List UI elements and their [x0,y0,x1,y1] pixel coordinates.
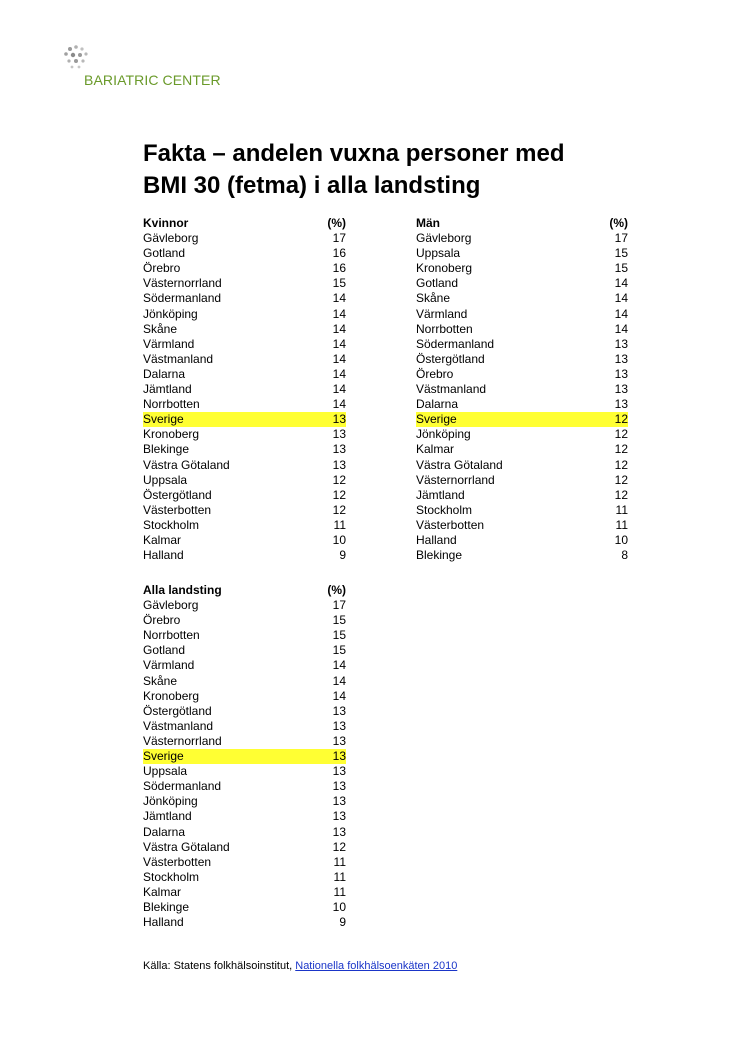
region-name: Skåne [143,673,178,688]
region-value: 13 [332,412,346,427]
logo-text: BARIATRIC CENTER [84,72,221,88]
table-row [416,322,628,337]
region-name: Halland [143,548,184,563]
table-row [416,337,628,352]
table-row [143,734,346,749]
table-row [416,427,628,442]
region-value: 9 [339,915,346,930]
region-name: Sverige [416,412,457,427]
region-name: Kalmar [143,884,182,899]
region-value: 14 [332,658,346,673]
region-value: 17 [614,231,628,246]
region-value: 15 [332,643,346,658]
table-row [143,900,346,915]
table-row [143,779,346,794]
table-row [416,382,628,397]
table-row [416,473,628,488]
region-name: Sverige [143,749,184,764]
region-value: 12 [332,502,346,517]
region-value: 10 [332,899,346,914]
region-value: 13 [332,794,346,809]
region-value: 12 [332,487,346,502]
region-value: 12 [614,442,628,457]
region-name: Uppsala [416,246,461,261]
region-name: Örebro [416,366,454,381]
region-value: 13 [614,366,628,381]
table-row [416,503,628,518]
region-value: 14 [614,306,628,321]
region-name: Örebro [143,613,181,628]
table-row [143,307,346,322]
region-value: 13 [614,336,628,351]
region-value: 13 [614,351,628,366]
region-name: Norrbotten [143,397,200,412]
table-row [143,840,346,855]
source-link[interactable]: Nationella folkhälsoenkäten 2010 [295,960,458,972]
table-row [143,719,346,734]
region-name: Jämtland [143,809,192,824]
region-value: 17 [332,231,346,246]
region-value: 11 [333,869,346,884]
region-value: 11 [333,884,346,899]
table-header-label: Kvinnor [143,216,189,230]
table-row [143,261,346,276]
table-row [143,473,346,488]
table-row [416,352,628,367]
table-row [143,533,346,548]
region-value: 14 [332,688,346,703]
region-value: 14 [614,276,628,291]
region-value: 14 [332,382,346,397]
table-row [143,794,346,809]
region-name: Västernorrland [143,733,222,748]
table-row [143,276,346,291]
region-value: 11 [615,502,628,517]
region-value: 15 [614,246,628,261]
table-row [143,689,346,704]
region-value: 13 [332,809,346,824]
region-name: Östergötland [143,703,212,718]
table-row [143,458,346,473]
table-header [416,216,628,231]
table-header-label: Alla landsting [143,583,222,597]
region-name: Södermanland [416,336,495,351]
region-name: Västerbotten [143,502,212,517]
region-name: Jönköping [143,306,198,321]
region-value: 14 [332,351,346,366]
region-value: 14 [332,321,346,336]
region-name: Jämtland [143,382,192,397]
region-value: 14 [614,321,628,336]
region-name: Värmland [143,658,195,673]
region-name: Östergötland [416,351,485,366]
region-value: 13 [332,764,346,779]
region-name: Stockholm [143,517,200,532]
table-row [143,231,346,246]
table-row [143,367,346,382]
table-row [416,533,628,548]
region-name: Uppsala [143,472,188,487]
region-name: Södermanland [143,779,222,794]
page-title [143,138,643,202]
region-name: Västmanland [416,382,487,397]
region-value: 14 [332,673,346,688]
region-name: Västernorrland [143,276,222,291]
table-row [416,458,628,473]
region-name: Stockholm [416,502,473,517]
region-value: 13 [332,718,346,733]
region-name: Jämtland [416,487,465,502]
region-name: Östergötland [143,487,212,502]
region-value: 11 [333,854,346,869]
region-value: 13 [332,779,346,794]
region-value: 16 [332,246,346,261]
region-name: Västerbotten [143,854,212,869]
region-value: 14 [332,306,346,321]
region-name: Uppsala [143,764,188,779]
table-row [143,613,346,628]
region-name: Dalarna [143,366,186,381]
region-name: Örebro [143,261,181,276]
table-row [143,427,346,442]
table-row [416,518,628,533]
region-value: 13 [332,733,346,748]
region-value: 10 [332,532,346,547]
region-value: 14 [614,291,628,306]
region-value: 13 [614,397,628,412]
table-row [143,704,346,719]
region-name: Kronoberg [143,688,200,703]
region-name: Västmanland [143,718,214,733]
table-men [416,216,628,563]
table-row [143,915,346,930]
region-name: Skåne [143,321,178,336]
table-women [143,216,346,563]
table-row [143,643,346,658]
region-name: Skåne [416,291,451,306]
table-row [143,518,346,533]
region-name: Dalarna [416,397,459,412]
table-row-highlighted [143,749,346,764]
table-row [143,382,346,397]
region-value: 15 [332,613,346,628]
source-prefix: Källa: Statens folkhälsoinstitut, [143,960,296,972]
region-name: Blekinge [416,548,463,563]
region-name: Gotland [143,643,186,658]
table-row [143,809,346,824]
region-name: Kronoberg [143,427,200,442]
region-name: Kalmar [143,532,182,547]
table-header-unit: (%) [327,216,346,230]
region-value: 12 [614,457,628,472]
table-row [143,503,346,518]
region-name: Kalmar [416,442,455,457]
table-header-unit: (%) [609,216,628,230]
region-name: Halland [416,532,457,547]
region-name: Västra Götaland [416,457,503,472]
table-row [143,397,346,412]
region-name: Norrbotten [416,321,473,336]
region-name: Sverige [143,412,184,427]
region-name: Värmland [416,306,468,321]
region-value: 12 [614,412,628,427]
region-value: 11 [615,517,628,532]
region-value: 13 [332,457,346,472]
table-row [143,855,346,870]
region-name: Södermanland [143,291,222,306]
table-row [416,307,628,322]
table-row [143,488,346,503]
region-value: 15 [332,628,346,643]
table-row [416,367,628,382]
region-value: 14 [332,291,346,306]
table-row [416,246,628,261]
region-name: Värmland [143,336,195,351]
region-value: 12 [614,487,628,502]
region-value: 10 [614,532,628,547]
table-row [416,488,628,503]
region-value: 17 [332,598,346,613]
table-row [143,322,346,337]
table-row [143,764,346,779]
source-citation [143,960,457,972]
region-name: Gotland [143,246,186,261]
region-value: 13 [332,442,346,457]
table-row [416,397,628,412]
table-row [416,276,628,291]
region-name: Gävleborg [416,231,472,246]
table-row [143,442,346,457]
region-name: Västerbotten [416,517,485,532]
region-value: 12 [614,472,628,487]
table-row [143,658,346,673]
bariatric-center-logo [62,44,242,94]
table-row [416,442,628,457]
region-value: 11 [333,517,346,532]
table-all-regions [143,583,346,930]
table-row [143,291,346,306]
title-line-2: BMI 30 (fetma) i alla landsting [143,172,481,199]
table-header-unit: (%) [327,583,346,597]
region-name: Västernorrland [416,472,495,487]
table-row [143,337,346,352]
region-value: 12 [332,472,346,487]
region-name: Dalarna [143,824,186,839]
table-header [143,583,346,598]
logo-dots-icon [62,44,92,74]
table-row [143,246,346,261]
table-header-label: Män [416,216,440,230]
region-name: Jönköping [416,427,471,442]
region-value: 15 [332,276,346,291]
table-row [143,870,346,885]
table-row [143,548,346,563]
region-name: Gävleborg [143,231,199,246]
region-name: Jönköping [143,794,198,809]
region-value: 13 [332,703,346,718]
region-name: Gävleborg [143,598,199,613]
region-name: Halland [143,915,184,930]
region-value: 13 [614,382,628,397]
region-name: Västmanland [143,351,214,366]
region-name: Blekinge [143,442,190,457]
table-row [143,598,346,613]
table-row [143,674,346,689]
table-row [416,231,628,246]
region-name: Blekinge [143,899,190,914]
table-row [416,548,628,563]
region-value: 13 [332,427,346,442]
region-name: Gotland [416,276,459,291]
table-row [143,352,346,367]
region-value: 15 [614,261,628,276]
region-value: 13 [332,749,346,764]
table-header [143,216,346,231]
region-value: 12 [332,839,346,854]
region-name: Kronoberg [416,261,473,276]
region-value: 12 [614,427,628,442]
region-name: Norrbotten [143,628,200,643]
region-name: Västra Götaland [143,839,230,854]
region-name: Västra Götaland [143,457,230,472]
region-value: 14 [332,336,346,351]
table-row-highlighted [416,412,628,427]
table-row [143,628,346,643]
table-row [416,261,628,276]
region-value: 14 [332,397,346,412]
region-value: 9 [339,548,346,563]
region-name: Stockholm [143,869,200,884]
table-row [143,885,346,900]
region-value: 14 [332,366,346,381]
region-value: 16 [332,261,346,276]
region-value: 13 [332,824,346,839]
region-value: 8 [621,548,628,563]
title-line-1: Fakta – andelen vuxna personer med [143,140,565,167]
table-row [143,825,346,840]
table-row [416,291,628,306]
table-row-highlighted [143,412,346,427]
